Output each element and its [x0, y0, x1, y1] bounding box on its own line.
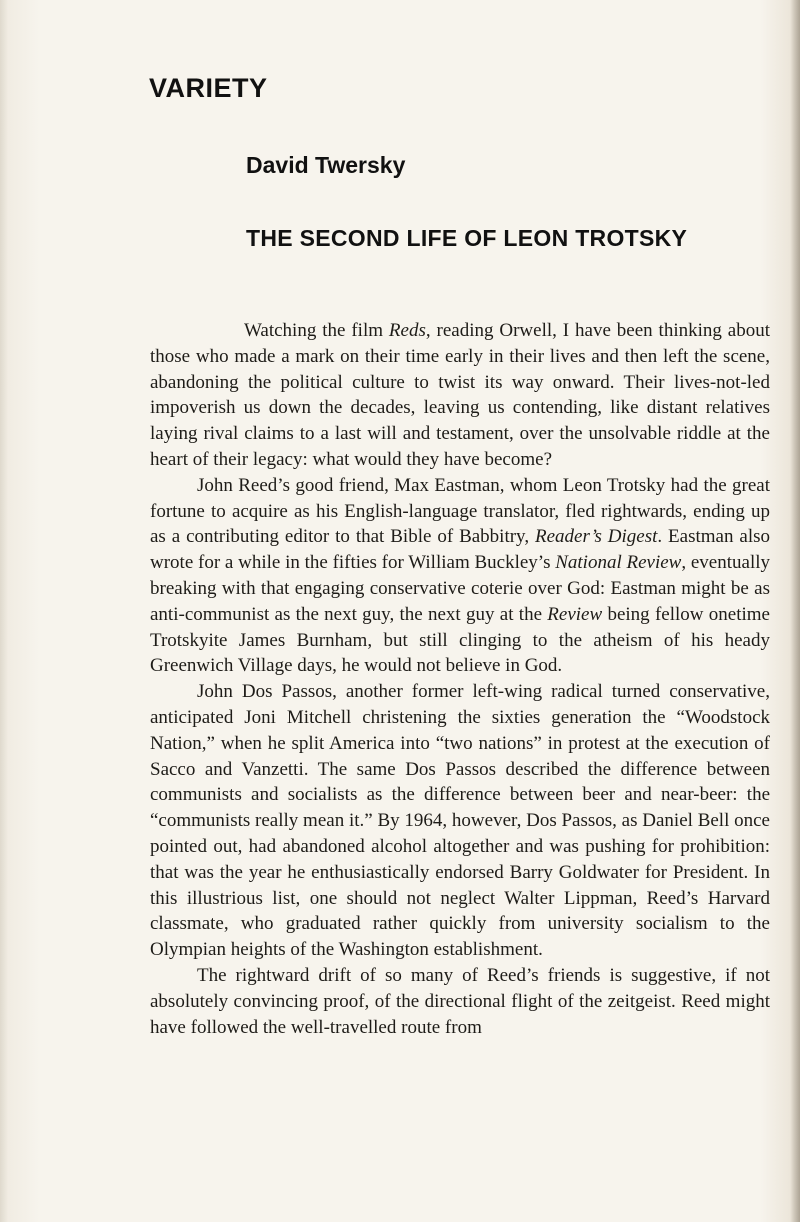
text-run: The rightward drift of so many of Reed’s friends is suggestive, if not absolutely convincing proof, of the directional flight of the zeitgeist. Reed might have followed the well-travelled route from	[150, 964, 770, 1038]
text-run: John Reed’s good friend, Max Eastman, whom Leon Trotsky had the great fortune to acquire as his English-language translator, fled rightwards, ending up as a contributing editor to that Bible of Babbitry,	[150, 474, 770, 548]
text-run: being fellow onetime Trotskyite James Burnham, but still clinging to the atheism of his heady Greenwich Village days, he would not believe in God.	[150, 603, 770, 677]
article-body	[150, 318, 770, 1040]
paragraph	[150, 318, 770, 473]
italic-title: Reader’s Digest	[535, 526, 658, 548]
text-run: , eventually breaking with that engaging conservative coterie over God: Eastman might be as anti-communist as the next guy, the next guy at the	[150, 552, 771, 625]
paragraph	[150, 473, 770, 679]
italic-title: Review	[547, 603, 603, 625]
author-name: David Twersky	[246, 152, 406, 178]
text-run: Watching the film	[244, 320, 389, 341]
paragraph	[150, 963, 770, 1040]
paragraph	[150, 679, 770, 963]
italic-title: Reds	[388, 320, 426, 341]
section-label: VARIETY	[149, 73, 268, 103]
page-right-edge	[790, 0, 800, 1222]
italic-title: National Review	[555, 552, 682, 574]
text-run: . Eastman also wrote for a while in the fifties for William Buckley’s	[150, 526, 770, 574]
text-run: , reading Orwell, I have been thinking about those who made a mark on their time early in their lives and then left the scene, abandoning the political culture to twist its way onward. Their lives-not-led impoverish us down the decades, leaving us contending, like distant relatives laying rival claims to a last will and testament, over the unsolvable riddle at the heart of their legacy: what would they have become?	[150, 320, 770, 470]
page-left-edge	[0, 0, 8, 1222]
article-title: THE SECOND LIFE OF LEON TROTSKY	[246, 225, 688, 251]
text-run: John Dos Passos, another former left-wing radical turned conservative, anticipated Joni Mitchell christening the sixties generation the “Woodstock Nation,” when he split America into “two nations” in protest at the execution of Sacco and Vanzetti. The same Dos Passos described the difference between communists and socialists as the difference between beer and near-beer: the “communists really mean it.” By 1964, however, Dos Passos, as Daniel Bell once pointed out, had abandoned alcohol altogether and was pushing for prohibition: that was the year he enthusiastically endorsed Barry Goldwater for President. In this illustrious list, one should not neglect Walter Lippman, Reed’s Harvard classmate, who graduated rather quickly from university socialism to the Olympian heights of the Washington establishment.	[150, 681, 770, 961]
